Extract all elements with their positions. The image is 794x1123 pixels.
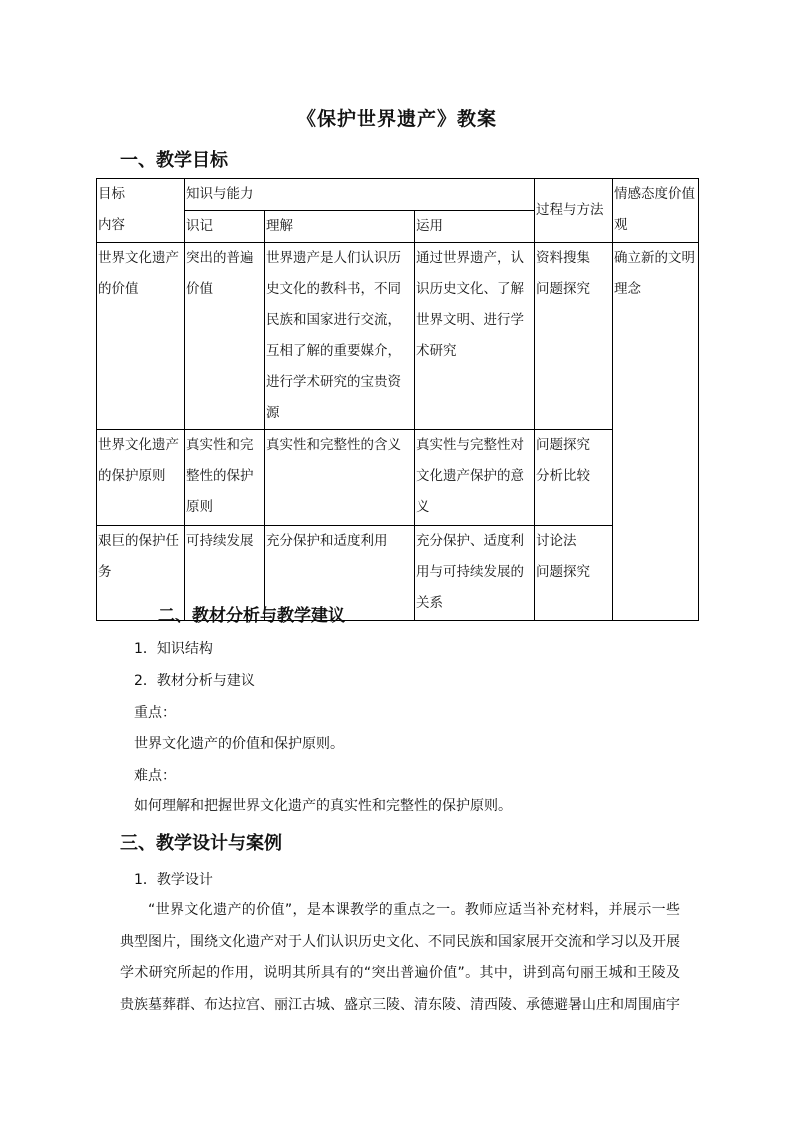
teaching-design-paragraph: “世界文化遗产的价值”，是本课教学的重点之一。教师应适当补充材料，并展示一些典型图片，围绕文化遗产对于人们认识历史文化、不同民族和国家展开交流和学习以及开展学术研究所起的作用，说明其所具有的“突出普遍价值”。其中，讲到高句丽王城和王陵及贵族墓葬群、布达拉宫、丽江古城、盛京三陵、清东陵、清西陵、承德避暑山庄和周围庙宇	[120, 902, 680, 1013]
key-point-text: 世界文化遗产的价值和保护原则。	[134, 736, 344, 752]
cell-process	[535, 526, 613, 621]
cell-understand: 真实性和完整性的含义	[265, 430, 415, 526]
key-point-label: 重点：	[134, 705, 176, 721]
header-apply: 运用	[415, 211, 535, 243]
process-method: 问题探究	[536, 437, 590, 453]
cell-content: 艰巨的保护任务	[97, 526, 185, 621]
cell-recognize: 突出的普遍价值	[185, 243, 265, 430]
cell-understand: 充分保护和适度利用	[265, 526, 415, 621]
list-item-analysis-advice: 2．教材分析与建议	[134, 673, 255, 689]
process-method: 讨论法	[536, 533, 577, 549]
table-row	[97, 430, 699, 526]
difficulty-label: 难点：	[134, 768, 176, 784]
cell-apply: 通过世界遗产，认识历史文化、了解世界文明、进行学术研究	[415, 243, 535, 430]
table-header-row-1	[97, 179, 699, 211]
section-heading-design: 三、教学设计与案例	[120, 833, 282, 854]
process-method: 问题探究	[536, 281, 590, 297]
process-method: 问题探究	[536, 564, 590, 580]
header-understand: 理解	[265, 211, 415, 243]
process-method: 分析比较	[536, 468, 590, 484]
header-target-content	[97, 179, 185, 243]
header-content: 内容	[98, 217, 125, 233]
section-heading-objectives: 一、教学目标	[120, 150, 228, 171]
objectives-table	[96, 178, 699, 621]
difficulty-text: 如何理解和把握世界文化遗产的真实性和完整性的保护原则。	[134, 798, 512, 814]
cell-apply: 充分保护、适度利用与可持续发展的关系	[415, 526, 535, 621]
header-process: 过程与方法	[535, 179, 613, 243]
list-item-knowledge-structure: 1．知识结构	[134, 641, 213, 657]
cell-content: 世界文化遗产的保护原则	[97, 430, 185, 526]
header-recognize: 识记	[185, 211, 265, 243]
cell-emotion: 确立新的文明理念	[613, 243, 699, 621]
table-row	[97, 243, 699, 430]
cell-apply: 真实性与完整性对文化遗产保护的意义	[415, 430, 535, 526]
cell-understand: 世界遗产是人们认识历史文化的教科书，不同民族和国家进行交流，互相了解的重要媒介，进行学术研究的宝贵资源	[265, 243, 415, 430]
cell-recognize: 可持续发展	[185, 526, 265, 621]
header-target: 目标	[98, 186, 125, 202]
cell-content: 世界文化遗产的价值	[97, 243, 185, 430]
cell-process	[535, 430, 613, 526]
cell-process	[535, 243, 613, 430]
cell-recognize: 真实性和完整性的保护原则	[185, 430, 265, 526]
header-knowledge: 知识与能力	[185, 179, 535, 211]
process-method: 资料搜集	[536, 250, 590, 266]
header-emotion: 情感态度价值观	[613, 179, 699, 243]
section-heading-analysis: 二、教材分析与教学建议	[158, 606, 345, 626]
document-title: 《保护世界遗产》教案	[296, 108, 497, 130]
list-item-teaching-design: 1．教学设计	[134, 872, 213, 888]
